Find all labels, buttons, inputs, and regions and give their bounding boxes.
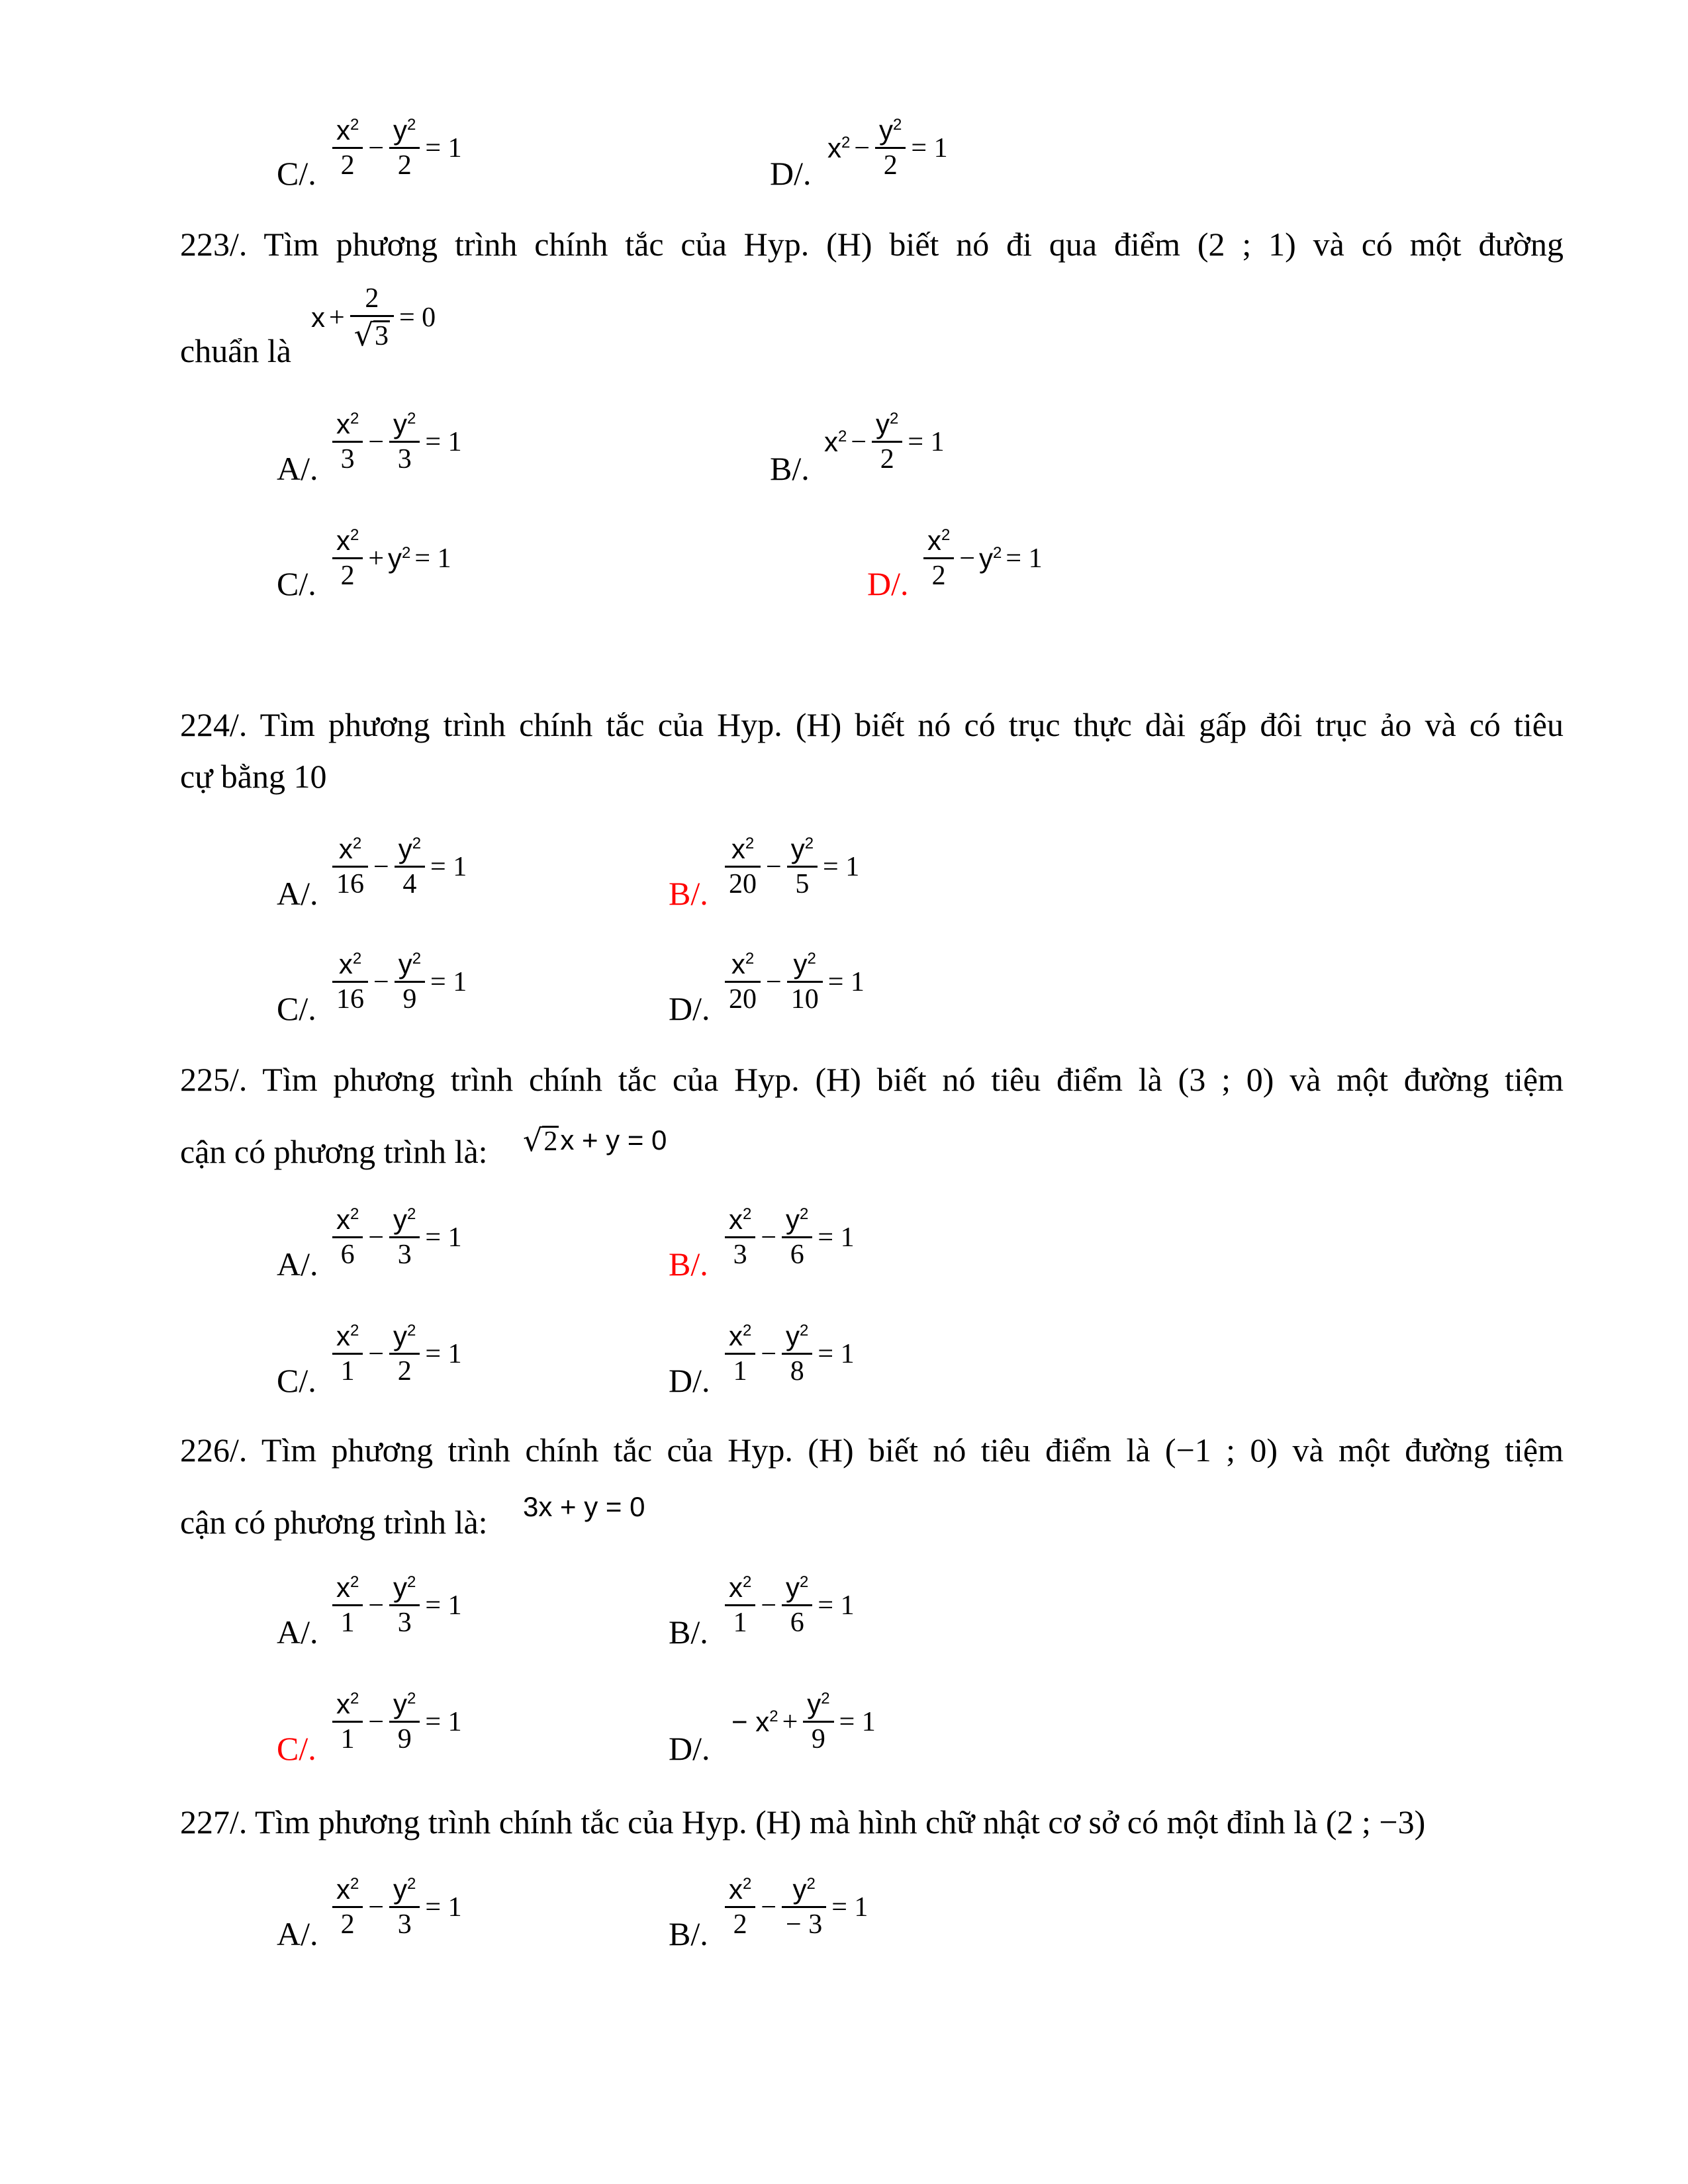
q224-option-b-equation: $\frac{x^2}{20}$ − $\frac{y^2}{5}$ = 1 — [724, 835, 863, 898]
q223-option-c-equation: $\frac{x^2}{2}$ + $y^2$ = 1 — [331, 527, 455, 590]
q225-option-d-equation: $\frac{x^2}{1}$ − $\frac{y^2}{8}$ = 1 — [724, 1322, 859, 1385]
q223-directrix-equation: x + 2 √ 3 = 0 — [311, 283, 436, 353]
q226-option-c-equation: $\frac{x^2}{1}$ − $\frac{y^2}{9}$ = 1 — [331, 1690, 466, 1753]
q226-option-a-label: A/. — [277, 1614, 318, 1651]
q224-option-a-equation: $\frac{x^2}{16}$ − $\frac{y^2}{4}$ = 1 — [331, 835, 471, 898]
q224-option-b-label-correct: B/. — [669, 875, 708, 912]
q223-option-a-label: A/. — [277, 450, 318, 487]
q226-option-d-label: D/. — [669, 1730, 710, 1767]
q225-option-c-equation: $\frac{x^2}{1}$ − $\frac{y^2}{2}$ = 1 — [331, 1322, 466, 1385]
q226-option-b-equation: $\frac{x^2}{1}$ − $\frac{y^2}{6}$ = 1 — [724, 1574, 859, 1637]
q227-option-b-equation: $\frac{x^2}{2}$ − $\frac{y^2}{- 3}$ = 1 — [724, 1876, 872, 1938]
q223-option-a-equation: $\frac{x^2}{3}$ − $\frac{y^2}{3}$ = 1 — [331, 410, 466, 473]
q227-option-a-label: A/. — [277, 1915, 318, 1952]
q224-option-d-equation: $\frac{x^2}{20}$ − $\frac{y^2}{10}$ = 1 — [724, 950, 868, 1013]
q223-question: 223/. Tìm phương trình chính tắc của Hyp. (H) biết nó đi qua điểm (2 ; 1) và có một đường — [180, 226, 1564, 263]
q226-question-line2: cận có phương trình là: — [180, 1504, 488, 1541]
q225-asymptote-equation: √ 2 x + y = 0 — [523, 1122, 667, 1158]
q225-option-c-label: C/. — [277, 1362, 316, 1399]
q223-option-c-label: C/. — [277, 565, 316, 602]
q224-option-c-equation: $\frac{x^2}{16}$ − $\frac{y^2}{9}$ = 1 — [331, 950, 471, 1013]
q225-option-a-label: A/. — [277, 1246, 318, 1283]
q223-option-b-equation: $x^2$ − $\frac{y^2}{2}$ = 1 — [824, 408, 945, 475]
q223-question-line2: chuẩn là — [180, 332, 291, 369]
q224-option-c-label: C/. — [277, 990, 316, 1027]
q223-option-d-label-correct: D/. — [867, 565, 909, 602]
q225-option-b-equation: $\frac{x^2}{3}$ − $\frac{y^2}{6}$ = 1 — [724, 1206, 859, 1269]
q227-option-b-label: B/. — [669, 1915, 708, 1952]
q225-option-b-label-correct: B/. — [669, 1246, 708, 1283]
q224-option-a-label: A/. — [277, 875, 318, 912]
q227-question: 227/. Tìm phương trình chính tắc của Hyp. (H) mà hình chữ nhật cơ sở có một đỉnh là (2 ; −3) — [180, 1803, 1426, 1841]
q225-option-a-equation: $\frac{x^2}{6}$ − $\frac{y^2}{3}$ = 1 — [331, 1206, 466, 1269]
q225-option-d-label: D/. — [669, 1362, 710, 1399]
q226-option-a-equation: $\frac{x^2}{1}$ − $\frac{y^2}{3}$ = 1 — [331, 1574, 466, 1637]
q223-option-d-equation: $\frac{x^2}{2}$ − $y^2$ = 1 — [922, 527, 1047, 590]
q226-option-d-equation: − $x^2$ + $\frac{y^2}{9}$ = 1 — [731, 1688, 876, 1754]
q225-question: 225/. Tìm phương trình chính tắc của Hyp. (H) biết nó tiêu điểm là (3 ; 0) và một đường tiệm — [180, 1061, 1564, 1098]
q222-option-c-label: C/. — [277, 155, 316, 192]
q222-option-c-equation: $\frac{x^2}{2}$ − $\frac{y^2}{2}$ = 1 — [331, 116, 466, 179]
q226-option-b-label: B/. — [669, 1614, 708, 1651]
q222-option-d-label: D/. — [770, 155, 812, 192]
q226-question: 226/. Tìm phương trình chính tắc của Hyp. (H) biết nó tiêu điểm là (−1 ; 0) và một đường tiệm — [180, 1432, 1564, 1469]
q224-option-d-label: D/. — [669, 990, 710, 1027]
q222-option-d-equation: $x^2$ − $\frac{y^2}{2}$ = 1 — [827, 114, 948, 181]
q226-asymptote-equation: 3x + y = 0 — [523, 1491, 645, 1522]
q227-option-a-equation: $\frac{x^2}{2}$ − $\frac{y^2}{3}$ = 1 — [331, 1876, 466, 1938]
q224-question: 224/. Tìm phương trình chính tắc của Hyp. (H) biết nó có trục thực dài gấp đôi trục ảo và có tiêu cự bằng 10 — [180, 706, 1564, 795]
q223-option-b-label: B/. — [770, 450, 810, 487]
q225-question-line2: cận có phương trình là: — [180, 1133, 488, 1170]
q226-option-c-label-correct: C/. — [277, 1730, 316, 1767]
